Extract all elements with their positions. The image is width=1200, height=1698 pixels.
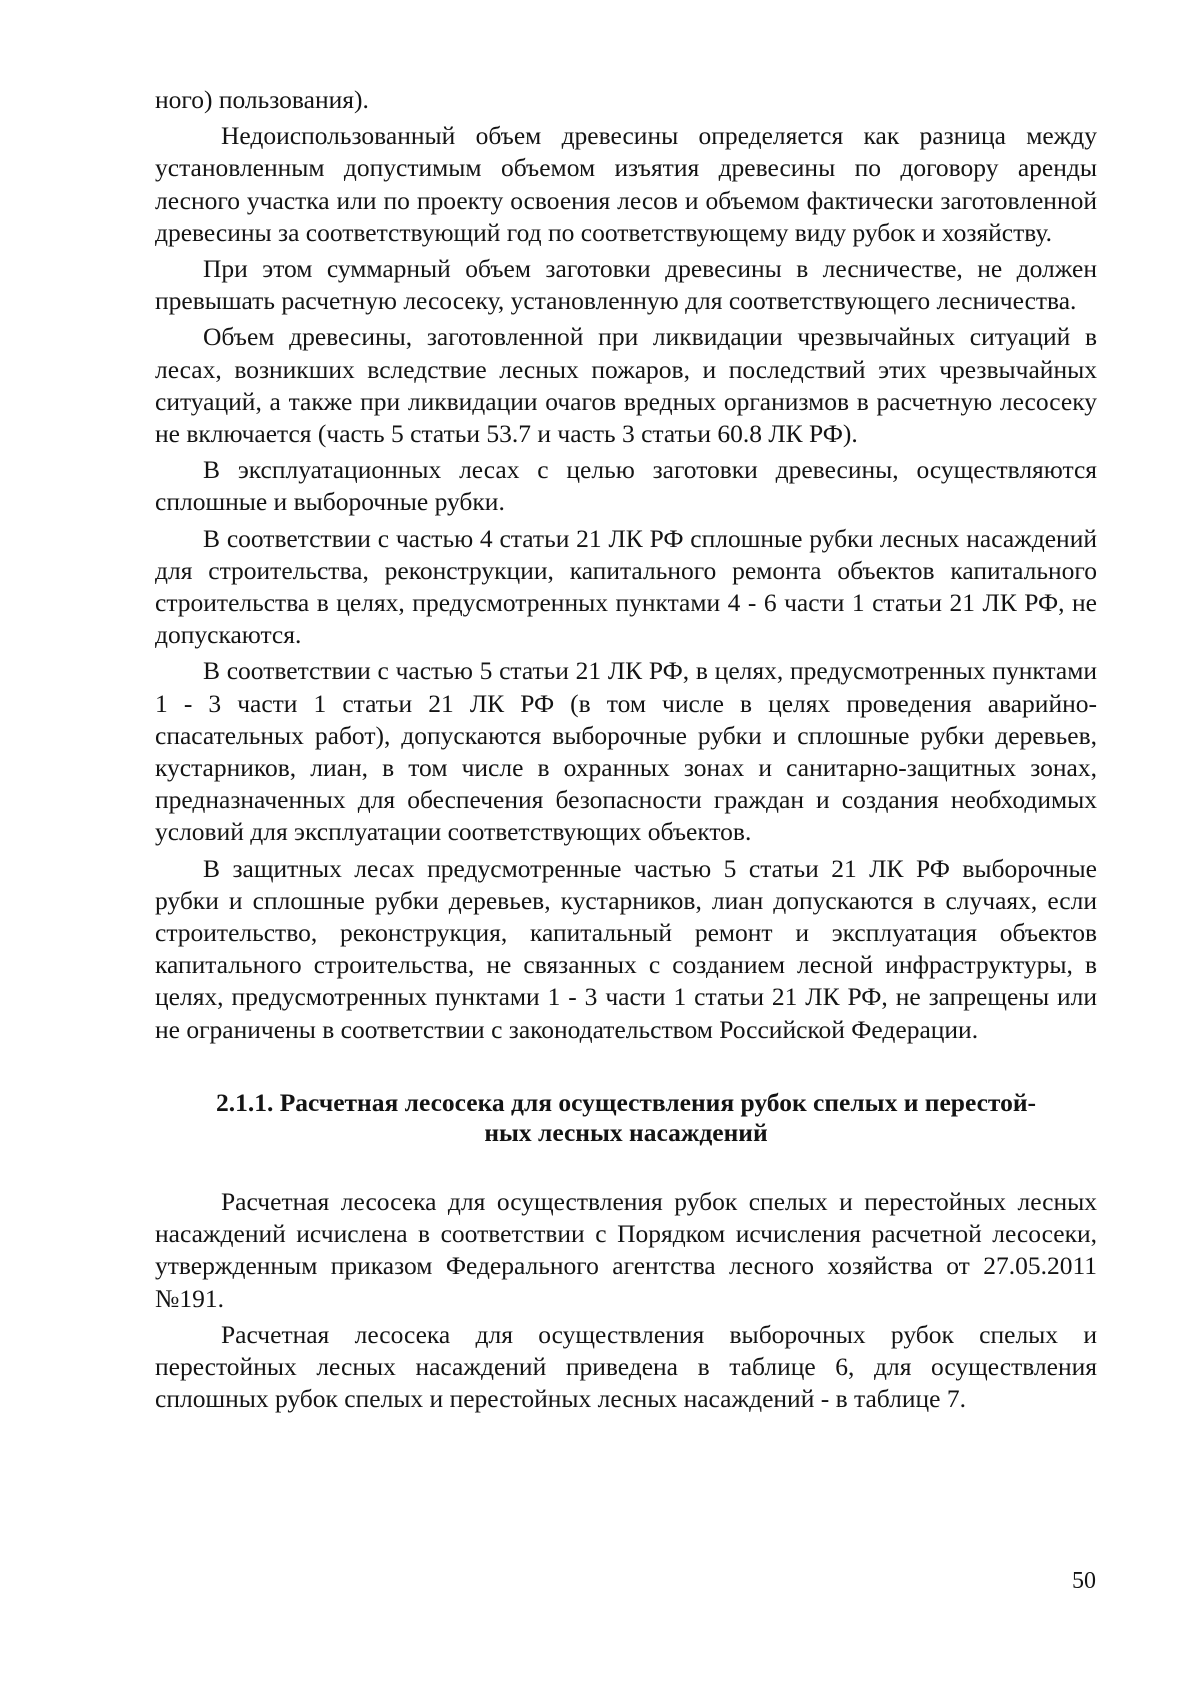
- section-heading-line-2: ных лесных насаждений: [484, 1117, 768, 1147]
- page-number: 50: [1072, 1568, 1096, 1594]
- document-body: [155, 84, 1097, 1419]
- paragraph-total-volume: При этом суммарный объем заготовки древесины в лесничестве, не должен превышать расчетную лесосеку, установленную для соответствующего лесничества.: [155, 254, 1097, 316]
- paragraph-emergency-volume: Объем древесины, заготовленной при ликвидации чрезвычайных ситуаций в лесах, возникших вследствие лесных пожаров, и последствий этих чрезвычайных ситуаций, а также при ликвидации очагов вредных организмов в расчетную лесосеку не включается (часть 5 статьи 53.7 и часть 3 статьи 60.8 ЛК РФ).: [155, 322, 1097, 449]
- paragraph-unused-volume: Недоиспользованный объем древесины определяется как разница между установленным допустимым объемом изъятия древесины по договору аренды лесного участка или по проекту освоения лесов и объемом фактически заготовленной древесины за соответствующий год по соответствующему виду рубок и хозяйству.: [155, 121, 1097, 247]
- section-heading: [155, 1088, 1097, 1148]
- paragraph-protective-forests: В защитных лесах предусмотренные частью 5 статьи 21 ЛК РФ выборочные рубки и сплошные рубки деревьев, кустарников, лиан допускаются в случаях, если строительство, реконструкция, капитальный ремонт и эксплуатация объектов капитального строительства, не связанных с созданием лесной инфраструктуры, в целях, предусмотренных пунктами 1 - 3 части 1 статьи 21 ЛК РФ, не запрещены или не ограничены в соответствии с законодательством Российской Федерации.: [155, 853, 1097, 1044]
- paragraph-exploitation-forests: В эксплуатационных лесах с целью заготовки древесины, осуществляются сплошные и выборочные рубки.: [155, 455, 1097, 517]
- paragraph-part-4-article-21: В соответствии с частью 4 статьи 21 ЛК РФ сплошные рубки лесных насаждений для строительства, реконструкции, капитального ремонта объектов капитального строительства в целях, предусмотренных пунктами 4 - 6 части 1 статьи 21 ЛК РФ, не допускаются.: [155, 523, 1097, 650]
- paragraph-table-references: Расчетная лесосека для осуществления выборочных рубок спелых и перестойных лесных насаждений приведена в таблице 6, для осуществления сплошных рубок спелых и перестойных лесных насаждений - в таблице 7.: [155, 1319, 1097, 1414]
- paragraph-calculation-basis: Расчетная лесосека для осуществления рубок спелых и перестойных лесных насаждений исчислена в соответствии с Порядком исчисления расчетной лесосеки, утвержденным приказом Федерального агентства лесного хозяйства от 27.05.2011 №191.: [155, 1186, 1097, 1313]
- section-heading-line-1: 2.1.1. Расчетная лесосека для осуществления рубок спелых и перестой-: [215, 1087, 1037, 1117]
- paragraph-part-5-article-21: В соответствии с частью 5 статьи 21 ЛК РФ, в целях, предусмотренных пунктами 1 - 3 части 1 статьи 21 ЛК РФ (в том числе в целях проведения аварийно-спасательных работ), допускаются выборочные рубки и сплошные рубки деревьев, кустарников, лиан, в том числе в охранных зонах и санитарно-защитных зонах, предназначенных для обеспечения безопасности граждан и создания необходимых условий для эксплуатации соответствующих объектов.: [155, 656, 1097, 847]
- paragraph-continuation: ного) пользования).: [155, 85, 369, 114]
